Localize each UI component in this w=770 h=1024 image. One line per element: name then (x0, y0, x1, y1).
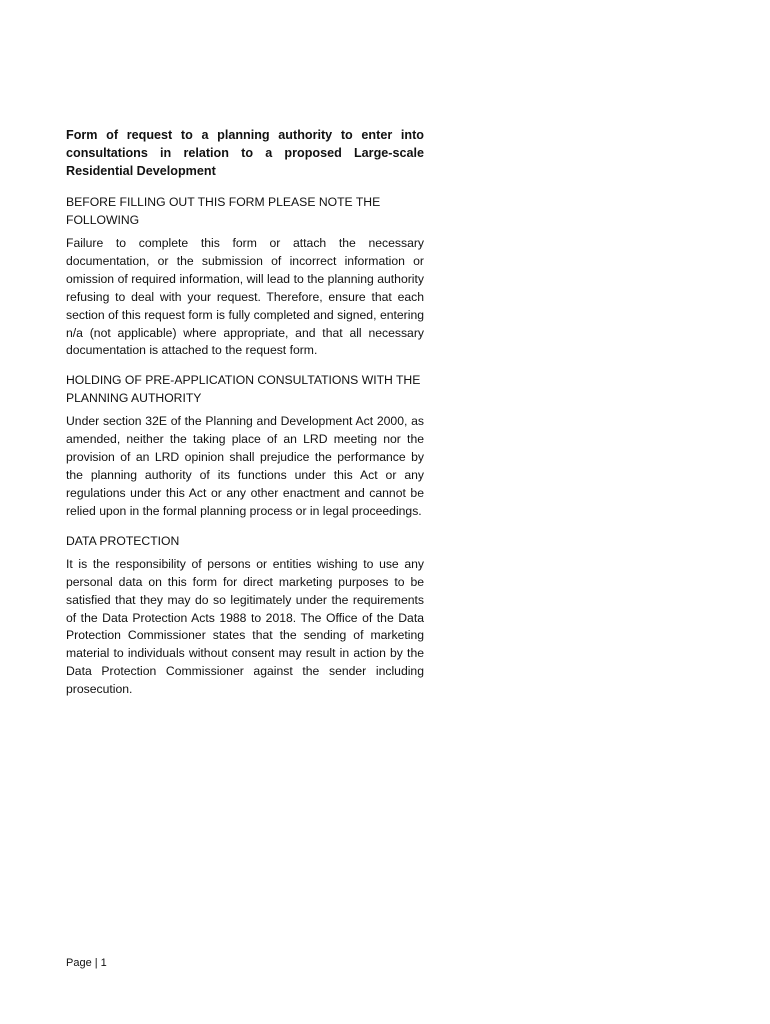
section-heading-data-protection: DATA PROTECTION (66, 533, 180, 548)
section-body-pre-application: Under section 32E of the Planning and Development Act 2000, as amended, neither the taking place of an LRD meeting nor the provision of an LRD opinion shall prejudice the performance by the planning authority of its functions under this Act or any regulations under this Act or any other enactment and cannot be relied upon in the formal planning process or in legal proceedings. (66, 414, 424, 518)
section-heading-pre-application: HOLDING OF PRE-APPLICATION CONSULTATIONS WITH THE PLANNING AUTHORITY (66, 373, 421, 406)
section-body-data-protection: It is the responsibility of persons or entities wishing to use any personal data on this form for direct marketing purposes to be satisfied that they may do so legitimately under the requirements of the Data Protection Acts 1988 to 2018. The Office of the Data Protection Commissioner states that the sending of marketing material to individuals without consent may result in action by the Data Protection Commissioner against the sender including prosecution. (66, 556, 424, 697)
page-number-footer: Page | 1 (66, 957, 107, 969)
document-title: Form of request to a planning authority to enter into consultations in relation to a proposed Large-scale Residential Development (66, 128, 424, 178)
section-body-before-filling: Failure to complete this form or attach the necessary documentation, or the submission of incorrect information or omission of required information, will lead to the planning authority refusing to deal with your request. Therefore, ensure that each section of this request form is fully completed and signed, entering n/a (not applicable) where appropriate, and that all necessary documentation is attached to the request form. (66, 236, 424, 358)
section-heading-before-filling: BEFORE FILLING OUT THIS FORM PLEASE NOTE THE FOLLOWING (66, 195, 381, 227)
document-content (66, 126, 424, 710)
